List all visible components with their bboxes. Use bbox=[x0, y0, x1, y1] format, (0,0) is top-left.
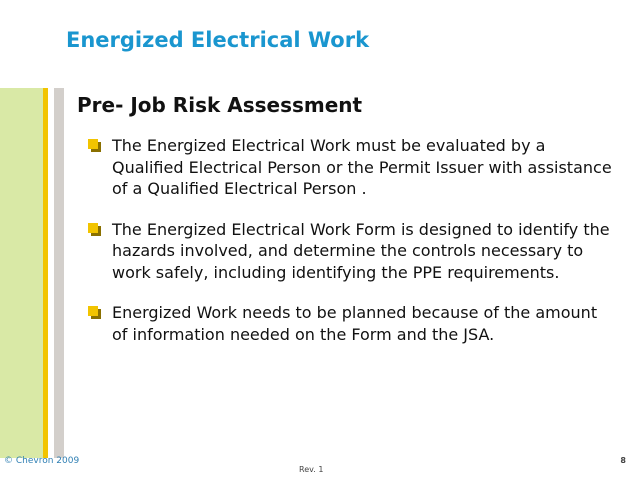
square-bullet-icon bbox=[88, 223, 101, 236]
page-number: 8 bbox=[620, 456, 626, 465]
bullet-text: Energized Work needs to be planned because of the amount of information needed on the Form and the JSA. bbox=[112, 303, 598, 344]
bullet-list bbox=[88, 135, 613, 364]
bullet-text: The Energized Electrical Work Form is designed to identify the hazards involved, and determine the controls necessary to work safely, including identifying the PPE requirements. bbox=[112, 219, 610, 282]
square-bullet-icon bbox=[88, 306, 101, 319]
footer-revision: Rev. 1 bbox=[299, 465, 324, 474]
bullet-item bbox=[88, 219, 613, 284]
left-gray-stripe bbox=[54, 88, 64, 458]
footer-copyright: © Chevron 2009 bbox=[4, 456, 80, 466]
square-bullet-icon bbox=[88, 139, 101, 152]
bullet-item bbox=[88, 135, 613, 200]
bullet-text: The Energized Electrical Work must be evaluated by a Qualified Electrical Person or the Permit Issuer with assistance of a Qualified Electrical Person . bbox=[112, 136, 612, 198]
slide-title: Energized Electrical Work bbox=[66, 28, 370, 52]
bullet-item bbox=[88, 302, 613, 345]
left-decorative-band bbox=[0, 88, 43, 458]
slide-subtitle: Pre- Job Risk Assessment bbox=[77, 93, 363, 117]
